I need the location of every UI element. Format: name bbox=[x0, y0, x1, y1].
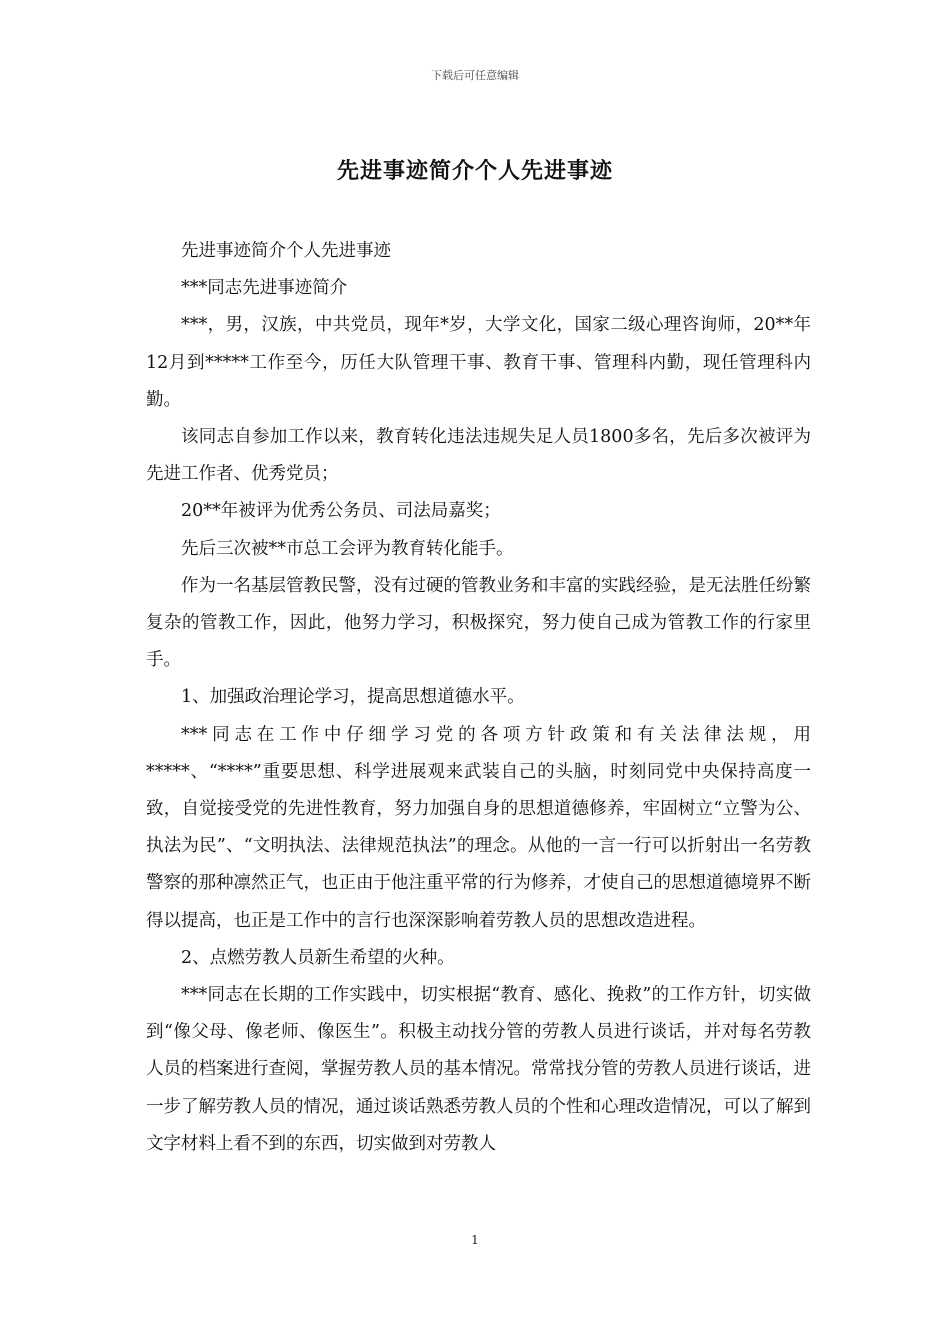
paragraph: 20**年被评为优秀公务员、司法局嘉奖； bbox=[181, 501, 501, 522]
document-title: 先进事迹简介个人先进事迹 bbox=[336, 158, 613, 184]
paragraph: 先后三次被**市总工会评为教育转化能手。 bbox=[181, 538, 514, 559]
section-heading: 2、点燃劳教人员新生希望的火种。 bbox=[181, 947, 455, 968]
page-header: 下载后可任意编辑 bbox=[431, 69, 519, 82]
paragraph: 作为一名基层管教民警，没有过硬的管教业务和丰富的实践经验，是无法胜任纷繁复杂的管教工作，因此，他努力学习，积极探究，努力使自己成为管教工作的行家里手。 bbox=[146, 575, 811, 671]
paragraph: 先进事迹简介个人先进事迹 bbox=[181, 241, 391, 261]
paragraph: ***同志先进事迹简介 bbox=[181, 278, 348, 299]
paragraph: ***同志在长期的工作实践中，切实根据“教育、感化、挽救”的工作方针，切实做到“像父母、像老师、像医生”。积极主动找分管的劳教人员进行谈话，并对每名劳教人员的档案进行查阅，掌握劳教人员的基本情况。常常找分管的劳教人员进行谈话，进一步了解劳教人员的情况，通过谈话熟悉劳教人员的个性和心理改造情况，可以了解到文字材料上看不到的东西，切实做到对劳教人 bbox=[146, 985, 811, 1154]
paragraph: ***同志在工作中仔细学习党的各项方针政策和有关法律法规，用*****、“****”重要思想、科学进展观来武装自己的头脑，时刻同党中央保持高度一致，自觉接受党的先进性教育，努力加强自身的思想道德修养，牢固树立“立警为公、执法为民”、“文明执法、法律规范执法”的理念。从他的一言一行可以折射出一名劳教警察的那种凛然正气，也正由于他注重平常的行为修养，才使自己的思想道德境界不断得以提高，也正是工作中的言行也深深影响着劳教人员的思想改造进程。 bbox=[146, 724, 811, 931]
paragraph: ***，男，汉族，中共党员，现年*岁，大学文化，国家二级心理咨询师，20**年12月到*****工作至今，历任大队管理干事、教育干事、管理科内勤，现任管理科内勤。 bbox=[146, 315, 811, 410]
document-body bbox=[146, 233, 811, 1163]
section-heading: 1、加强政治理论学习，提高思想道德水平。 bbox=[181, 687, 525, 708]
paragraph: 该同志自参加工作以来，教育转化违法违规失足人员1800多名，先后多次被评为先进工作者、优秀党员； bbox=[146, 427, 811, 485]
page-number: 1 bbox=[471, 1233, 479, 1247]
